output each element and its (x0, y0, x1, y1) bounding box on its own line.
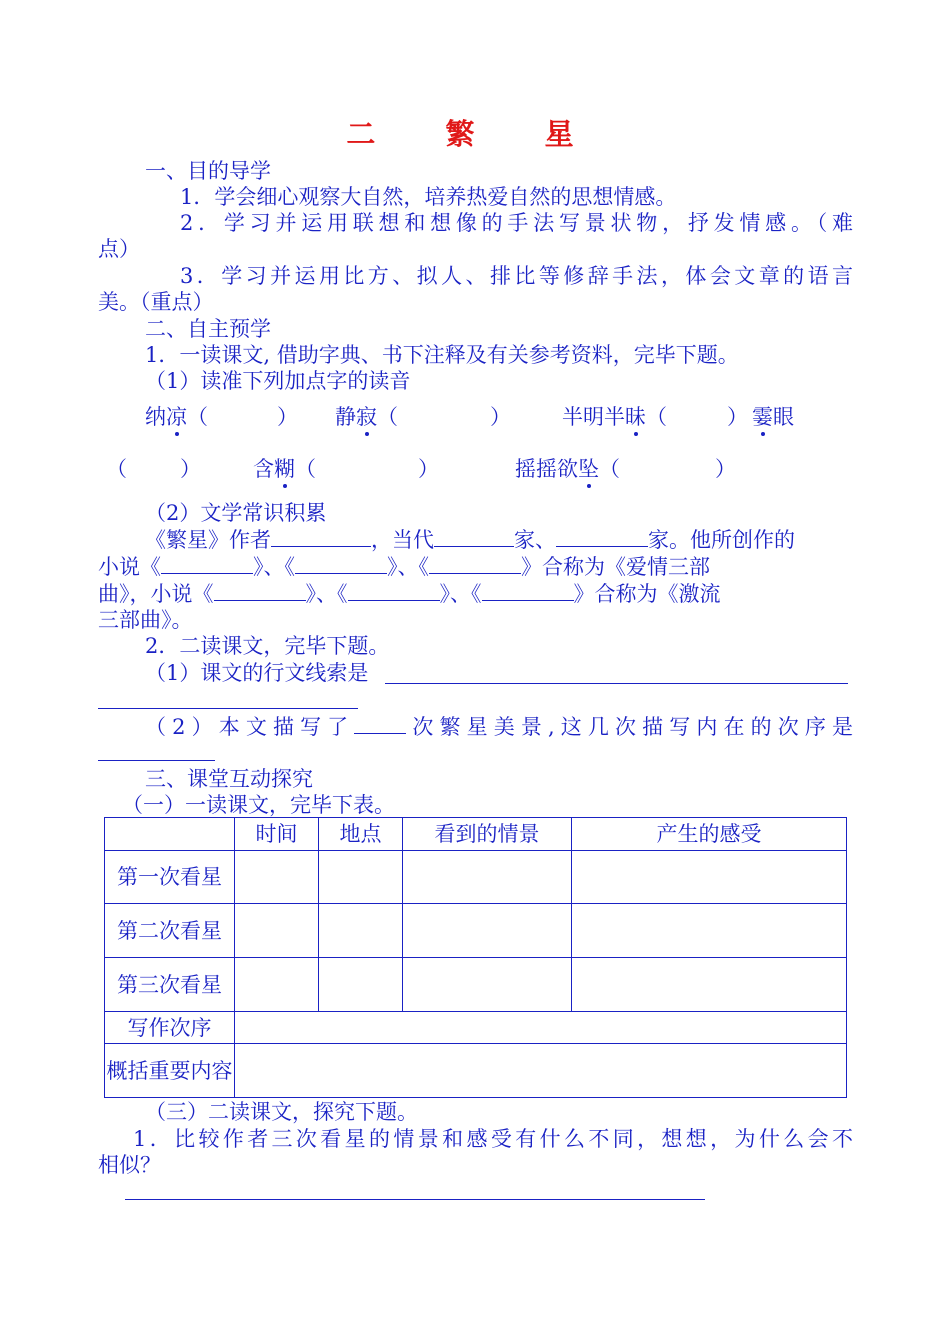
table-cell[interactable] (319, 851, 403, 904)
word-item: 含糊（ (253, 457, 316, 481)
table-cell[interactable] (319, 904, 403, 958)
dotted-char: 昧 (625, 405, 646, 429)
left-paren: （ (106, 457, 127, 481)
literature-line-1: 《繁星》作者 ，当代 家、 家。他所创作的 (145, 528, 795, 552)
dotted-char: 坠 (578, 457, 599, 481)
table-cell[interactable] (235, 904, 319, 958)
right-paren: ） (277, 405, 298, 429)
dotted-char: 凉 (166, 405, 187, 429)
table-cell[interactable] (572, 958, 847, 1012)
blank-field[interactable] (556, 526, 648, 547)
answer-line[interactable] (98, 708, 358, 709)
header-cell: 地点 (319, 818, 403, 851)
right-paren: ） (727, 405, 748, 429)
blank-field[interactable] (354, 713, 406, 734)
table-cell[interactable] (235, 1044, 847, 1098)
blank-field[interactable] (482, 580, 574, 601)
inquiry-question-1-cont: 相似？ (98, 1153, 161, 1177)
preview-question-1: 1．一读课文, 借助字典、书下注释及有关参考资料，完毕下题。 (145, 343, 739, 367)
answer-line[interactable] (125, 1199, 705, 1200)
right-paren: ） (418, 457, 439, 481)
star-observation-table (104, 817, 847, 1098)
dotted-char: 糊 (274, 457, 295, 481)
table-cell[interactable] (319, 958, 403, 1012)
literature-prompt: （2）文学常识积累 (145, 501, 327, 525)
row-label: 写作次序 (105, 1012, 235, 1044)
table-row (105, 851, 847, 904)
blank-field[interactable] (271, 526, 371, 547)
section-heading-goals: 一、目的导学 (145, 159, 271, 183)
page-title: 二 繁 星 (346, 117, 604, 151)
word-item: 霎眼 (752, 405, 794, 429)
table-cell[interactable] (403, 851, 572, 904)
table-cell[interactable] (235, 1012, 847, 1044)
right-paren: ） (490, 405, 511, 429)
table-cell[interactable] (403, 904, 572, 958)
goal-3-cont: 美。（重点） (98, 290, 214, 314)
row-label: 概括重要内容 (105, 1044, 235, 1098)
blank-field[interactable] (429, 553, 521, 574)
table-cell[interactable] (572, 851, 847, 904)
blank-field[interactable] (214, 580, 306, 601)
goal-2-cont: 点） (98, 237, 140, 261)
table-row (105, 958, 847, 1012)
right-paren: ） (180, 457, 201, 481)
row-label: 第三次看星 (105, 958, 235, 1012)
goal-3: 3．学习并运用比方、拟人、排比等修辞手法，体会文章的语言 (180, 264, 853, 288)
dotted-char: 霎 (752, 405, 773, 429)
clue-question: （1）课文的行文线索是 (145, 661, 369, 685)
table-cell[interactable] (235, 958, 319, 1012)
section-heading-explore: 三、课堂互动探究 (145, 767, 313, 791)
literature-line-4: 三部曲》。 (98, 608, 193, 632)
section-heading-preview: 二、自主预学 (145, 317, 271, 341)
blank-field[interactable] (434, 526, 514, 547)
header-cell: 看到的情景 (403, 818, 572, 851)
answer-line[interactable] (385, 683, 848, 684)
literature-line-2: 小说《 》、《 》、《 》合称为《爱情三部 (98, 555, 710, 579)
row-label: 第二次看星 (105, 904, 235, 958)
row-label: 第一次看星 (105, 851, 235, 904)
blank-field[interactable] (161, 553, 253, 574)
order-question: （2）本文描写了 次繁星美景,这几次描写内在的次序是 (145, 715, 853, 739)
word-item: 半明半昧（ (562, 405, 667, 429)
answer-line[interactable] (98, 760, 215, 761)
blank-field[interactable] (295, 553, 387, 574)
goal-2: 2．学习并运用联想和想像的手法写景状物，抒发情感。（难 (180, 211, 853, 235)
header-cell: 时间 (235, 818, 319, 851)
inquiry-question-1: 1．比较作者三次看星的情景和感受有什么不同，想想，为什么会不 (133, 1127, 853, 1151)
right-paren: ） (715, 457, 736, 481)
table-row (105, 1012, 847, 1044)
header-cell (105, 818, 235, 851)
table-cell[interactable] (403, 958, 572, 1012)
literature-line-3: 曲》，小说《 》、《 》、《 》合称为《激流 (98, 582, 721, 606)
word-item: 静寂（ (335, 405, 398, 429)
table-cell[interactable] (235, 851, 319, 904)
table-instruction: （一）一读课文，完毕下表。 (122, 793, 395, 817)
goal-1: 1．学会细心观察大自然，培养热爱自然的思想情感。 (180, 185, 677, 209)
table-header-row (105, 818, 847, 851)
dotted-char: 寂 (356, 405, 377, 429)
blank-field[interactable] (348, 580, 440, 601)
table-row (105, 1044, 847, 1098)
table-cell[interactable] (572, 904, 847, 958)
preview-question-2: 2．二读课文，完毕下题。 (145, 634, 390, 658)
table-row (105, 904, 847, 958)
word-item: 摇摇欲坠（ (515, 457, 620, 481)
word-item: 纳凉（ (145, 405, 208, 429)
header-cell: 产生的感受 (572, 818, 847, 851)
pronunciation-prompt: （1）读准下列加点字的读音 (145, 369, 411, 393)
inquiry-heading: （三）二读课文，探究下题。 (145, 1100, 418, 1124)
